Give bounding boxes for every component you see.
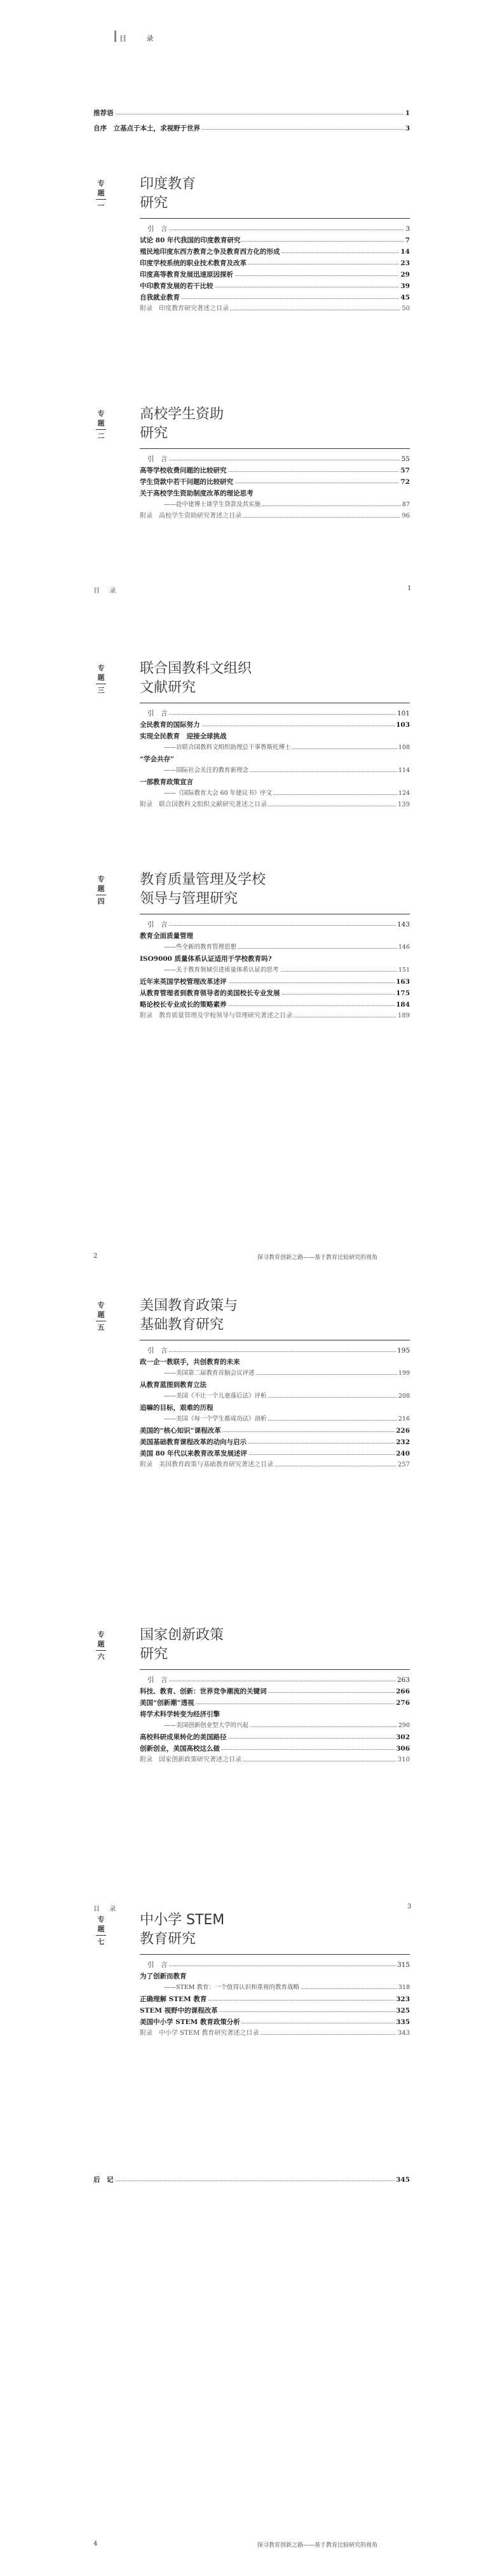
section-title xyxy=(140,405,224,443)
section-label-char: 专 xyxy=(97,1301,105,1309)
toc-leader xyxy=(147,1351,410,1352)
toc-entry[interactable] xyxy=(140,732,410,741)
toc-entry-title: 附录 中小学 STEM 教育研究著述之目录 xyxy=(140,2030,259,2037)
toc-entry-title: 为了创新而教育 xyxy=(140,1973,187,1980)
toc-entry-title: 关于高校学生资助制度改革的理论思考 xyxy=(140,490,254,497)
toc-entry[interactable] xyxy=(164,500,410,509)
toc-entry[interactable] xyxy=(140,1381,410,1389)
toc-entry-title: 美国基础教育课程改革的动向与启示 xyxy=(140,1438,247,1446)
section-label xyxy=(93,1300,109,1332)
toc-entry-title: ——《国际教育大会 60 年建议书》序文 xyxy=(164,790,273,797)
toc-entry-title: 将学术科学转变为经济引擎 xyxy=(140,1711,220,1718)
section-title xyxy=(140,659,252,698)
toc-page-number: 29 xyxy=(400,271,410,279)
toc-entry[interactable] xyxy=(140,1426,410,1435)
toc-entry[interactable] xyxy=(140,305,410,313)
section-title-line: 中小学 STEM xyxy=(140,1912,225,1928)
section-title-line: 联合国教科文组织 xyxy=(140,661,252,677)
toc-page-number: 276 xyxy=(396,1699,410,1707)
toc-entry[interactable] xyxy=(140,1449,410,1458)
toc-entry[interactable] xyxy=(140,1733,410,1742)
toc-entry-title: ——美国第二届教育首脑会议评述 xyxy=(164,1370,255,1377)
toc-entry[interactable] xyxy=(147,1346,410,1355)
toc-entry[interactable] xyxy=(140,236,410,245)
toc-entry-title: 美国“创新潮”透视 xyxy=(140,1699,194,1707)
toc-entry[interactable] xyxy=(164,1369,410,1378)
toc-page-number: 232 xyxy=(396,1438,410,1446)
toc-entry[interactable] xyxy=(140,1756,410,1765)
toc-entry[interactable] xyxy=(164,1983,410,1992)
toc-page-number: 87 xyxy=(402,501,410,508)
toc-entry-title: 美国中小学 STEM 教育政策分析 xyxy=(140,2018,240,2026)
toc-page-number: 323 xyxy=(396,1995,410,2003)
section-label-char: 专 xyxy=(97,875,105,883)
toc-page-number: 306 xyxy=(396,1745,410,1753)
section-label-rule xyxy=(96,429,106,430)
toc-page-number: 266 xyxy=(396,1688,410,1695)
section-title-line: 教育质量管理及学校 xyxy=(140,872,266,888)
toc-page-number: 124 xyxy=(398,790,410,797)
toc-entry[interactable] xyxy=(147,1676,410,1684)
toc-entry[interactable] xyxy=(140,282,410,291)
section-title-line: 国家创新政策 xyxy=(140,1627,224,1643)
toc-entry-title: 引 言 xyxy=(147,225,168,233)
toc-entry[interactable] xyxy=(93,124,410,133)
toc-entry[interactable] xyxy=(140,989,410,998)
toc-page-number: 39 xyxy=(400,282,410,290)
toc-entry[interactable] xyxy=(140,293,410,302)
toc-entry[interactable] xyxy=(147,709,410,718)
toc-entry[interactable] xyxy=(140,2006,410,2015)
toc-entry[interactable] xyxy=(164,1392,410,1401)
toc-page-number: 318 xyxy=(398,1984,410,1991)
section-rule xyxy=(140,448,410,449)
footer-page: 1 xyxy=(407,585,412,592)
page-title: 目 录 xyxy=(119,34,163,43)
toc-entry-title: 自序 立基点于本土，求视野于世界 xyxy=(93,125,200,132)
toc-entry[interactable] xyxy=(140,1438,410,1447)
toc-page-number: 7 xyxy=(405,237,410,244)
section-label-char: 二 xyxy=(97,432,105,440)
toc-entry-title: 全民教育的国际努力 xyxy=(140,721,200,729)
toc-entry[interactable] xyxy=(140,2029,410,2038)
section-rule xyxy=(140,1669,410,1670)
toc-entry-title: 学生贷款中若干问题的比较研究 xyxy=(140,478,233,486)
toc-entry-title: ——STEM 教育：一个值得认识和重视的教育战略 xyxy=(164,1984,300,1991)
toc-entry[interactable] xyxy=(140,1403,410,1412)
toc-page-number: 14 xyxy=(400,248,410,256)
toc-page-number: 146 xyxy=(398,944,410,951)
toc-entry-title: 后 记 xyxy=(93,2176,114,2184)
section-title-line: 领导与管理研究 xyxy=(140,891,238,907)
toc-page-number: 290 xyxy=(398,1722,410,1729)
toc-entry[interactable] xyxy=(140,270,410,279)
section-label-char: 四 xyxy=(97,897,105,906)
toc-entry-title: ——美国创新创业型大学的兴起 xyxy=(164,1722,249,1729)
section-title-line: 教育研究 xyxy=(140,1931,196,1947)
section-title-line: 高校学生资助 xyxy=(140,406,224,422)
toc-entry-title: 试论 80 年代我国的印度教育研究 xyxy=(140,237,241,244)
section-label-char: 七 xyxy=(97,1938,105,1946)
toc-page-number: 3 xyxy=(405,125,410,132)
toc-entry[interactable] xyxy=(164,766,410,775)
toc-entry[interactable] xyxy=(140,1972,410,1981)
toc-page-number: 151 xyxy=(398,967,410,974)
toc-entry-title: 附录 美国教育政策与基础教育研究著述之目录 xyxy=(140,1461,273,1468)
toc-entry[interactable] xyxy=(140,932,410,940)
toc-entry-title: 追嘛的目标，艰难的历程 xyxy=(140,1404,214,1412)
section-label xyxy=(93,1630,109,1662)
toc-entry-title: 殖民地印度东西方教育之争及教育西方化的形成 xyxy=(140,248,280,256)
toc-entry-title: 高等学校收费问题的比较研究 xyxy=(140,467,227,474)
toc-entry[interactable] xyxy=(93,2175,410,2184)
toc-page-number: 189 xyxy=(397,1012,410,1019)
section-title-line: 研究 xyxy=(140,425,168,441)
section-label-char: 题 xyxy=(97,885,105,893)
section-title xyxy=(140,1297,238,1335)
section-label xyxy=(93,409,109,441)
section-label-char: 题 xyxy=(97,1311,105,1319)
section-title xyxy=(140,1626,224,1664)
toc-entry[interactable] xyxy=(140,259,410,268)
section-label-char: 题 xyxy=(97,1925,105,1933)
section-label-char: 五 xyxy=(97,1323,105,1332)
toc-entry[interactable] xyxy=(140,2018,410,2027)
toc-page-number: 23 xyxy=(400,259,410,267)
section-title-line: 基础教育研究 xyxy=(140,1317,224,1333)
toc-entry[interactable] xyxy=(140,755,410,764)
toc-entry-title: 引 言 xyxy=(147,1347,168,1354)
toc-entry[interactable] xyxy=(140,247,410,256)
toc-entry[interactable] xyxy=(140,1995,410,2004)
toc-page-number: 163 xyxy=(396,978,410,986)
toc-page-number: 45 xyxy=(400,294,410,301)
toc-leader xyxy=(93,2180,410,2181)
toc-page-number: 345 xyxy=(396,2176,410,2184)
toc-entry[interactable] xyxy=(164,789,410,798)
toc-page-number: 315 xyxy=(397,1961,410,1969)
toc-entry-title: 高校科研成果转化的美国路径 xyxy=(140,1733,227,1741)
section-label-char: 一 xyxy=(97,202,105,210)
toc-entry-title: STEM 视野中的课程改革 xyxy=(140,2007,218,2015)
section-label-char: 专 xyxy=(97,664,105,672)
section-title-line: 美国教育政策与 xyxy=(140,1298,238,1314)
section-title-line: 研究 xyxy=(140,1646,168,1662)
toc-entry[interactable] xyxy=(140,778,410,787)
toc-page-number: 72 xyxy=(400,478,410,486)
toc-entry[interactable] xyxy=(140,478,410,486)
toc-entry[interactable] xyxy=(140,720,410,729)
section-title xyxy=(140,1911,224,1949)
toc-entry-title: ——访联合国教科文组织助理总干事鲁斯托博士 xyxy=(164,744,291,751)
toc-page-number: 108 xyxy=(398,744,410,751)
toc-entry-title: 实现全民教育 迎接全球挑战 xyxy=(140,733,227,740)
toc-page-number: 96 xyxy=(402,513,410,520)
toc-entry[interactable] xyxy=(147,224,410,233)
toc-page-number: 139 xyxy=(397,801,410,808)
toc-entry[interactable] xyxy=(164,1721,410,1730)
toc-entry-title: 自我就业教育 xyxy=(140,294,180,301)
section-label xyxy=(93,179,109,210)
section-label-char: 专 xyxy=(97,1915,105,1924)
toc-entry-title: 创新创业，美国高校这么做 xyxy=(140,1745,220,1753)
toc-page-number: 208 xyxy=(398,1393,410,1400)
toc-page-number: 199 xyxy=(398,1370,410,1377)
toc-entry[interactable] xyxy=(164,943,410,952)
toc-page-number: 101 xyxy=(397,710,410,717)
toc-page-number: 240 xyxy=(396,1450,410,1457)
toc-entry-title: 从教育管理者到教育领导者的美国校长专业发展 xyxy=(140,989,280,997)
toc-page-number: 325 xyxy=(396,2007,410,2015)
toc-page-number: 216 xyxy=(398,1415,410,1422)
footer-left-label: 目 录 xyxy=(93,588,120,595)
toc-entry[interactable] xyxy=(140,1687,410,1696)
toc-page-number: 302 xyxy=(396,1733,410,1741)
toc-page-number: 1 xyxy=(405,109,410,117)
toc-page-number: 175 xyxy=(396,989,410,997)
section-title-line: 文献研究 xyxy=(140,680,196,696)
toc-page-number: 184 xyxy=(396,1001,410,1009)
toc-entry[interactable] xyxy=(140,1012,410,1021)
section-label-char: 专 xyxy=(97,179,105,188)
section-label-rule xyxy=(96,1650,106,1651)
section-label-char: 题 xyxy=(97,673,105,682)
footer-page: 2 xyxy=(93,1253,98,1260)
section-title-line: 印度教育 xyxy=(140,176,196,192)
toc-entry-title: 科技、教育、创新：世界竞争潮流的关键词 xyxy=(140,1688,267,1695)
toc-entry-title: ——些全新的教育管理思想 xyxy=(164,944,237,951)
toc-entry[interactable] xyxy=(140,489,410,498)
toc-entry[interactable] xyxy=(147,920,410,929)
section-title xyxy=(140,871,266,909)
toc-page-number: 195 xyxy=(397,1347,410,1354)
section-label-rule xyxy=(96,199,106,200)
section-label xyxy=(93,1915,109,1946)
section-label-char: 三 xyxy=(97,686,105,694)
toc-entry[interactable] xyxy=(140,1698,410,1707)
section-label-char: 专 xyxy=(97,410,105,418)
toc-entry-title: ——关于教育领域引进质量体系认证的思考 xyxy=(164,967,279,974)
toc-entry-title: 推荐语 xyxy=(93,109,114,117)
toc-entry[interactable] xyxy=(140,977,410,986)
toc-entry[interactable] xyxy=(140,466,410,475)
section-title-line: 研究 xyxy=(140,195,168,211)
footer-book: 探寻教育创新之路——基于教育比较研究的视角 xyxy=(257,1255,378,1261)
toc-entry[interactable] xyxy=(93,109,410,118)
toc-entry-title: 一部教育政策宣言 xyxy=(140,778,193,786)
toc-entry[interactable] xyxy=(140,512,410,521)
toc-entry[interactable] xyxy=(164,966,410,975)
toc-entry-title: 附录 教育质量管理及学校领导与管理研究著述之目录 xyxy=(140,1012,292,1019)
toc-entry-title: 印度高等教育发展迅速原因探析 xyxy=(140,271,233,279)
toc-entry-title: ISO9000 质量体系认证适用于学校教育吗? xyxy=(140,955,272,963)
toc-entry-title: ——赴中建博士谈学生贷款及其实施 xyxy=(164,501,261,508)
toc-entry[interactable] xyxy=(164,1415,410,1424)
toc-entry[interactable] xyxy=(140,1744,410,1753)
toc-entry-title: 美国 80 年代以来教育改革发展述评 xyxy=(140,1450,247,1457)
header-bar xyxy=(114,31,116,42)
toc-entry-title: ——美国《不让一个儿童落后法》评析 xyxy=(164,1393,267,1400)
toc-entry-title: ——美国《每一个学生都成功法》剖析 xyxy=(164,1415,267,1422)
toc-entry-title: 引 言 xyxy=(147,1961,168,1969)
footer-page: 4 xyxy=(93,2540,98,2547)
toc-page-number: 335 xyxy=(396,2018,410,2026)
toc-entry[interactable] xyxy=(140,1000,410,1009)
section-label xyxy=(93,874,109,906)
toc-page-number: 343 xyxy=(397,2030,410,2037)
toc-entry[interactable] xyxy=(164,743,410,752)
toc-page-number: 103 xyxy=(396,721,410,729)
toc-page-number: 50 xyxy=(402,305,410,312)
section-label xyxy=(93,663,109,695)
toc-page-number: 57 xyxy=(400,467,410,474)
toc-entry-title: 从教育蓝图到教育立法 xyxy=(140,1381,207,1389)
toc-page-number: 310 xyxy=(397,1756,410,1763)
toc-page-number: 143 xyxy=(397,921,410,928)
toc-entry[interactable] xyxy=(147,1960,410,1969)
toc-entry-title: 引 言 xyxy=(147,455,168,463)
toc-leader xyxy=(147,925,410,926)
toc-entry-title: 引 言 xyxy=(147,1676,168,1684)
section-label-char: 六 xyxy=(97,1653,105,1661)
toc-entry-title: 附录 联合国教科文组织文献研究著述之目录 xyxy=(140,801,267,808)
toc-entry-title: 附录 印度教育研究著述之目录 xyxy=(140,305,229,312)
toc-page-number: 226 xyxy=(396,1427,410,1435)
toc-entry[interactable] xyxy=(140,1461,410,1470)
toc-entry-title: 附录 高校学生资助研究著述之目录 xyxy=(140,513,241,520)
toc-entry[interactable] xyxy=(140,1710,410,1719)
toc-entry-title: 中印教育发展的若干比较 xyxy=(140,282,214,290)
toc-entry-title: 教育全面质量管理 xyxy=(140,932,193,940)
section-label-char: 题 xyxy=(97,189,105,197)
toc-page-number: 257 xyxy=(397,1461,410,1468)
toc-entry[interactable] xyxy=(140,954,410,963)
toc-entry-title: 正确理解 STEM 教育 xyxy=(140,1995,207,2003)
toc-entry[interactable] xyxy=(147,455,410,464)
section-label-char: 专 xyxy=(97,1630,105,1639)
toc-entry-title: 附录 国家创新政策研究著述之目录 xyxy=(140,1756,241,1763)
toc-entry-title: ——国际社会关注的教育新理念 xyxy=(164,767,249,774)
section-rule xyxy=(140,218,410,219)
toc-page-number: 114 xyxy=(398,767,410,774)
section-label-rule xyxy=(96,1935,106,1936)
toc-entry-title: “学会共存” xyxy=(140,755,175,763)
section-label-char: 题 xyxy=(97,1640,105,1648)
toc-page-number: 263 xyxy=(397,1676,410,1684)
footer-left-label: 目 录 xyxy=(93,1906,120,1913)
toc-page-number: 3 xyxy=(405,225,410,233)
toc-entry-title: 印度学校系统的职业技术教育及改革 xyxy=(140,259,247,267)
footer-book: 探寻教育创新之路——基于教育比较研究的视角 xyxy=(257,2542,378,2549)
toc-entry-title: 政一企一教联手，共创教育的未来 xyxy=(140,1358,240,1366)
toc-entry-title: 略论校长专业成长的策略素养 xyxy=(140,1001,227,1009)
toc-entry[interactable] xyxy=(140,801,410,809)
toc-entry-title: 引 言 xyxy=(147,921,168,928)
toc-leader xyxy=(147,714,410,715)
section-title xyxy=(140,175,196,213)
toc-page-number: 55 xyxy=(401,455,410,463)
section-rule xyxy=(140,1954,410,1955)
toc-entry[interactable] xyxy=(140,1358,410,1367)
section-label-char: 题 xyxy=(97,419,105,427)
footer-page: 3 xyxy=(407,1903,412,1910)
toc-entry-title: 近年来英国学校管理改革述评 xyxy=(140,978,227,986)
toc-entry-title: 美国的“核心知识”课程改革 xyxy=(140,1427,221,1435)
toc-entry-title: 引 言 xyxy=(147,710,168,717)
